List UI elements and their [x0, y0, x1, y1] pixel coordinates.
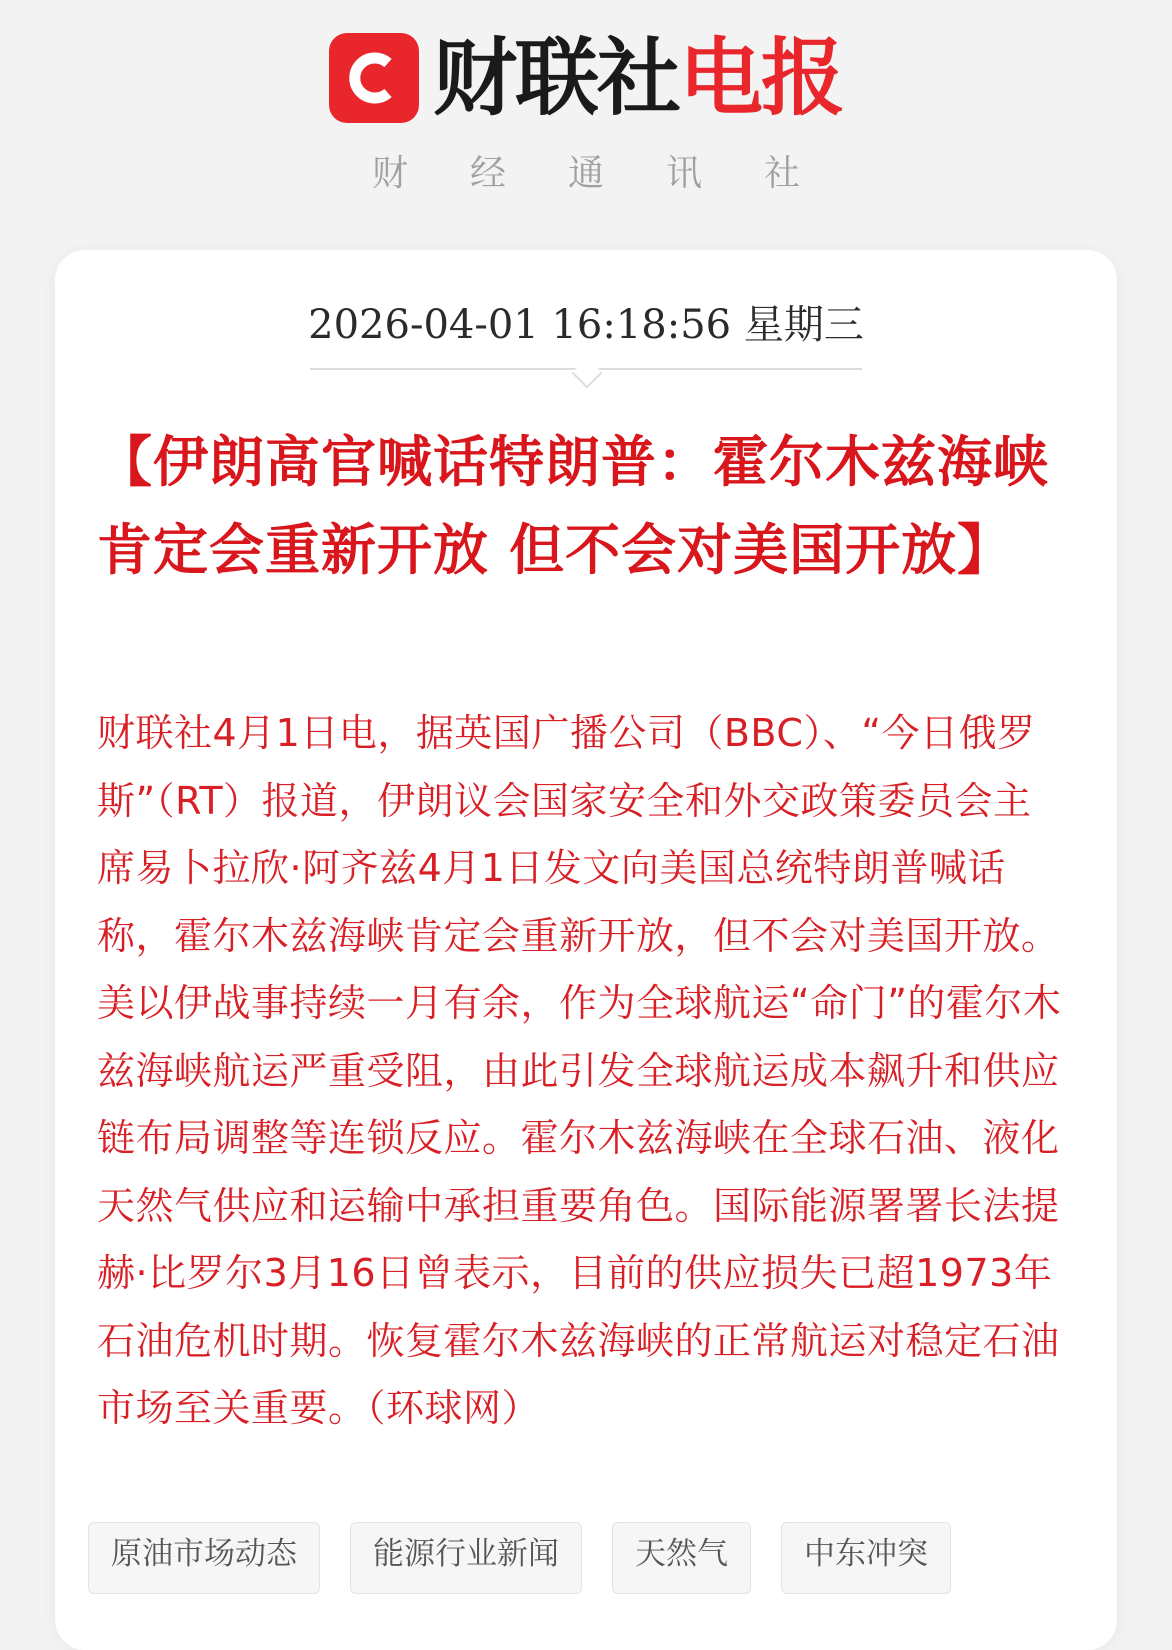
brand-subtitle-char: 财 — [371, 153, 408, 194]
tag-crude-oil[interactable]: 原油市场动态 — [88, 1522, 320, 1594]
brand-subtitle-char: 经 — [469, 153, 506, 194]
brand-name: 财联社 — [432, 29, 679, 127]
article-body: 财联社4月1日电，据英国广播公司（BBC）、“今日俄罗斯”（RT）报道，伊朗议会国家安全和外交政策委员会主席易卜拉欣·阿齐兹4月1日发文向美国总统特朗普喊话称，霍尔木兹海峡肯定会重新开放，但不会对美国开放。美以伊战事持续一月有余，作为全球航运“命门”的霍尔木兹海峡航运严重受阻，由此引发全球航运成本飙升和供应链布局调整等连锁反应。霍尔木兹海峡在全球石油、液化天然气供应和运输中承担重要角色。国际能源署署长法提赫·比罗尔3月16日曾表示，目前的供应损失已超1973年石油危机时期。恢复霍尔木兹海峡的正常航运对稳定石油市场至关重要。（环球网） — [97, 711, 1062, 1430]
brand-logo[interactable] — [0, 30, 1172, 126]
tag-middle-east[interactable]: 中东冲突 — [781, 1522, 951, 1594]
brand-subtitle-char: 通 — [567, 153, 604, 194]
article-datetime: 2026-04-01 16:18:56 星期三 — [308, 302, 864, 348]
masthead — [0, 0, 1172, 240]
brand-subtitle — [0, 145, 1172, 196]
brand-subtitle-char: 讯 — [666, 153, 703, 194]
tag-natural-gas[interactable]: 天然气 — [612, 1522, 751, 1594]
brand-accent: 电报 — [679, 29, 844, 127]
cls-logo-icon — [329, 33, 419, 123]
tag-energy-news[interactable]: 能源行业新闻 — [350, 1522, 582, 1594]
article-headline: 【伊朗高官喊话特朗普：霍尔木兹海峡肯定会重新开放 但不会对美国开放】 — [97, 429, 1050, 582]
brand-subtitle-char: 社 — [764, 153, 801, 194]
tag-list — [88, 1522, 951, 1594]
